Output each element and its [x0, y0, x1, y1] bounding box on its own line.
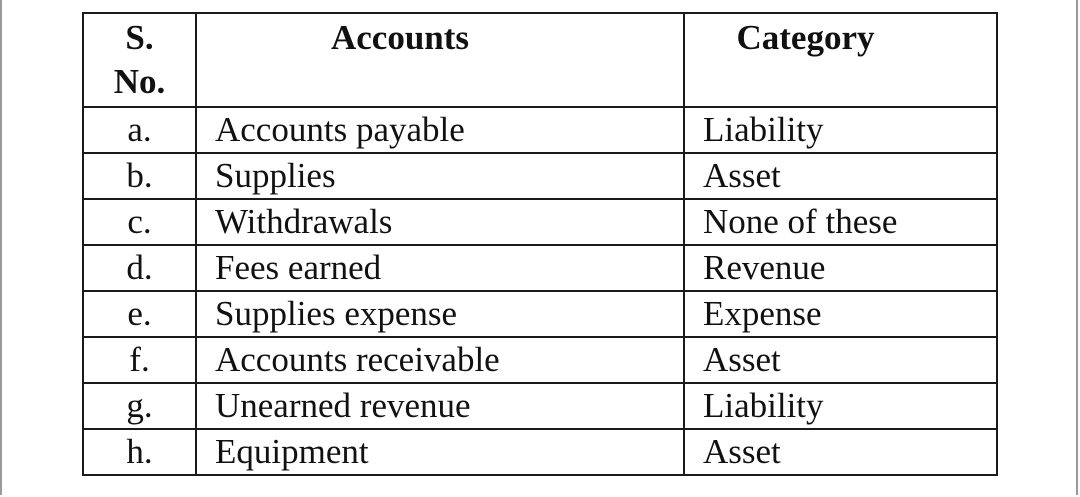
cell-sno: b.	[83, 153, 196, 199]
cell-sno: h.	[83, 429, 196, 475]
header-sno-line1: S.	[125, 18, 154, 57]
cell-sno: d.	[83, 245, 196, 291]
header-category: Category	[684, 13, 997, 107]
cell-account: Unearned revenue	[196, 383, 684, 429]
cell-sno: f.	[83, 337, 196, 383]
cell-category: Revenue	[684, 245, 997, 291]
cell-category: Liability	[684, 383, 997, 429]
header-sno-line2: No.	[113, 62, 166, 101]
table-row	[83, 429, 997, 475]
table-row	[83, 291, 997, 337]
cell-category: None of these	[684, 199, 997, 245]
cell-account: Fees earned	[196, 245, 684, 291]
cell-account: Accounts receivable	[196, 337, 684, 383]
cell-account: Equipment	[196, 429, 684, 475]
cell-sno: c.	[83, 199, 196, 245]
header-accounts: Accounts	[196, 13, 684, 107]
cell-sno: e.	[83, 291, 196, 337]
cell-sno: g.	[83, 383, 196, 429]
table-row	[83, 245, 997, 291]
cell-sno: a.	[83, 107, 196, 153]
cell-category: Liability	[684, 107, 997, 153]
table-row	[83, 153, 997, 199]
table-row	[83, 199, 997, 245]
cell-account: Withdrawals	[196, 199, 684, 245]
table-row	[83, 107, 997, 153]
table-row	[83, 337, 997, 383]
cell-category: Asset	[684, 337, 997, 383]
table-header-row	[83, 13, 997, 107]
accounts-table	[82, 12, 998, 476]
cell-category: Expense	[684, 291, 997, 337]
cell-category: Asset	[684, 429, 997, 475]
cell-category: Asset	[684, 153, 997, 199]
cell-account: Supplies	[196, 153, 684, 199]
header-sno	[83, 13, 196, 107]
cell-account: Accounts payable	[196, 107, 684, 153]
cell-account: Supplies expense	[196, 291, 684, 337]
table-row	[83, 383, 997, 429]
